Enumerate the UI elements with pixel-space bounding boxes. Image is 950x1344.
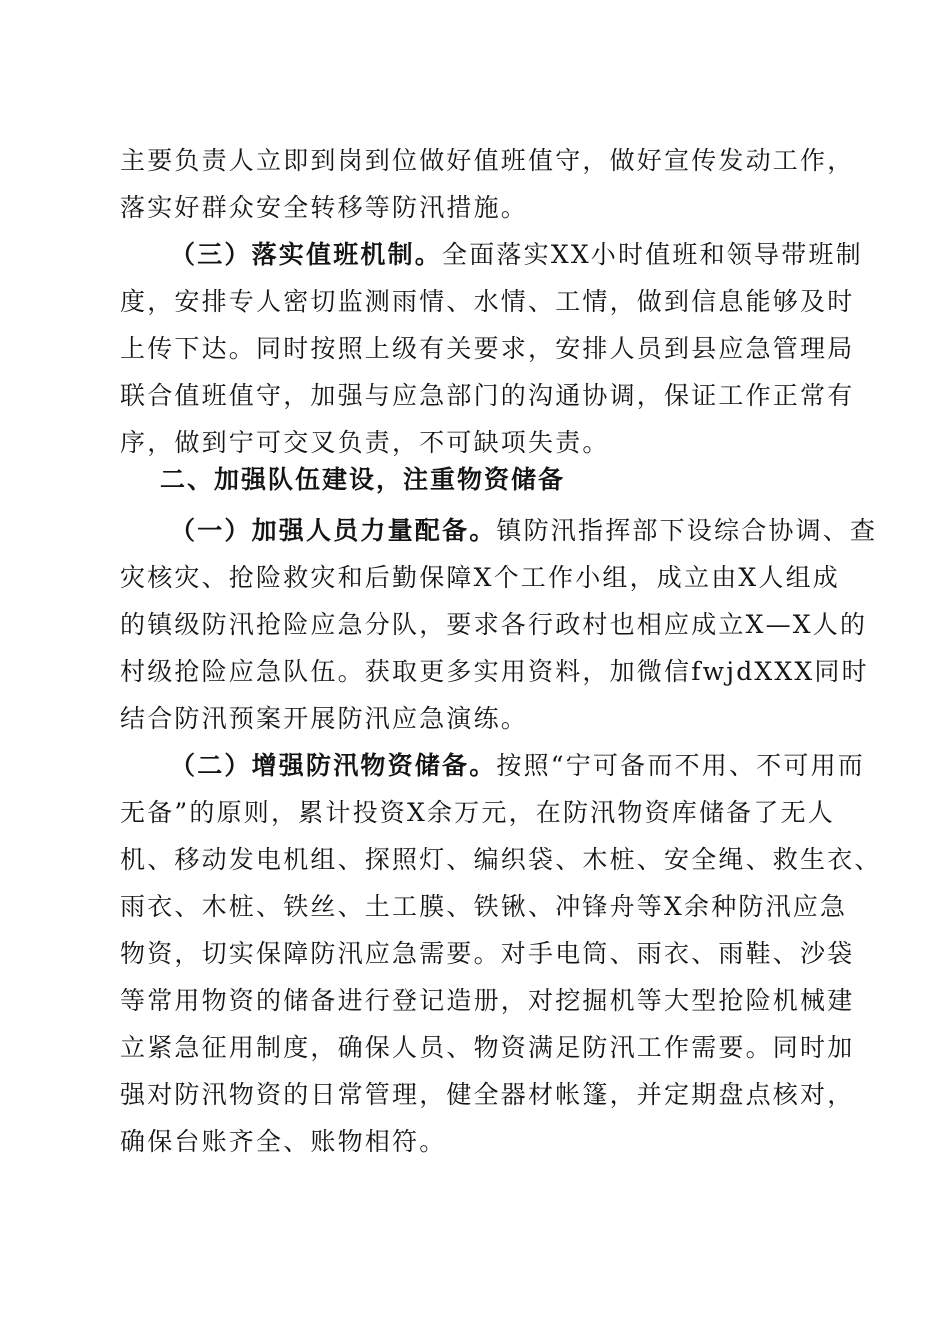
paragraph-line	[170, 238, 863, 272]
paragraph-line: 序，做到宁可交叉负责，不可缺项失责。	[120, 428, 610, 457]
paragraph-line: 物资，切实保障防汛应急需要。对手电筒、雨衣、雨鞋、沙袋	[120, 939, 855, 968]
continuation-line-2: 落实好群众安全转移等防汛措施。	[120, 193, 529, 222]
paragraph-lead-title: （三）落实值班机制。	[170, 240, 443, 269]
paragraph-line: 等常用物资的储备进行登记造册，对挖掘机等大型抢险机械建	[120, 986, 855, 1015]
paragraph-text: 按照“宁可备而不用、不可用而	[496, 751, 865, 780]
paragraph-line: 无备”的原则，累计投资X余万元，在防汛物资库储备了无人	[120, 798, 835, 827]
paragraph-text: 镇防汛指挥部下设综合协调、查	[496, 516, 878, 545]
paragraph-line: 的镇级防汛抢险应急分队，要求各行政村也相应成立X—X人的	[120, 610, 868, 639]
paragraph-line: 确保台账齐全、账物相符。	[120, 1127, 447, 1156]
paragraph-line: 上传下达。同时按照上级有关要求，安排人员到县应急管理局	[120, 334, 855, 363]
paragraph-text: 全面落实XX小时值班和领导带班制	[442, 240, 863, 269]
paragraph-line: 联合值班值守，加强与应急部门的沟通协调，保证工作正常有	[120, 381, 855, 410]
paragraph-line: 结合防汛预案开展防汛应急演练。	[120, 704, 529, 733]
paragraph-line	[170, 749, 865, 783]
paragraph-line: 立紧急征用制度，确保人员、物资满足防汛工作需要。同时加	[120, 1033, 855, 1062]
continuation-line-1: 主要负责人立即到岗到位做好值班值守，做好宣传发动工作，	[120, 146, 855, 175]
paragraph-lead-title: （二）增强防汛物资储备。	[170, 751, 497, 780]
paragraph-line: 村级抢险应急队伍。获取更多实用资料，加微信fwjdXXX同时	[120, 657, 869, 686]
paragraph-line	[170, 514, 877, 548]
section-heading: 二、加强队伍建设，注重物资储备	[160, 465, 566, 494]
paragraph-line: 雨衣、木桩、铁丝、土工膜、铁锹、冲锋舟等X余种防汛应急	[120, 892, 848, 921]
paragraph-line: 灾核灾、抢险救灾和后勤保障X个工作小组，成立由X人组成	[120, 563, 840, 592]
paragraph-lead-title: （一）加强人员力量配备。	[170, 516, 497, 545]
paragraph-line: 度，安排专人密切监测雨情、水情、工情，做到信息能够及时	[120, 287, 855, 316]
paragraph-line: 强对防汛物资的日常管理，健全器材帐篷，并定期盘点核对，	[120, 1080, 855, 1109]
paragraph-line: 机、移动发电机组、探照灯、编织袋、木桩、安全绳、救生衣、	[120, 845, 882, 874]
